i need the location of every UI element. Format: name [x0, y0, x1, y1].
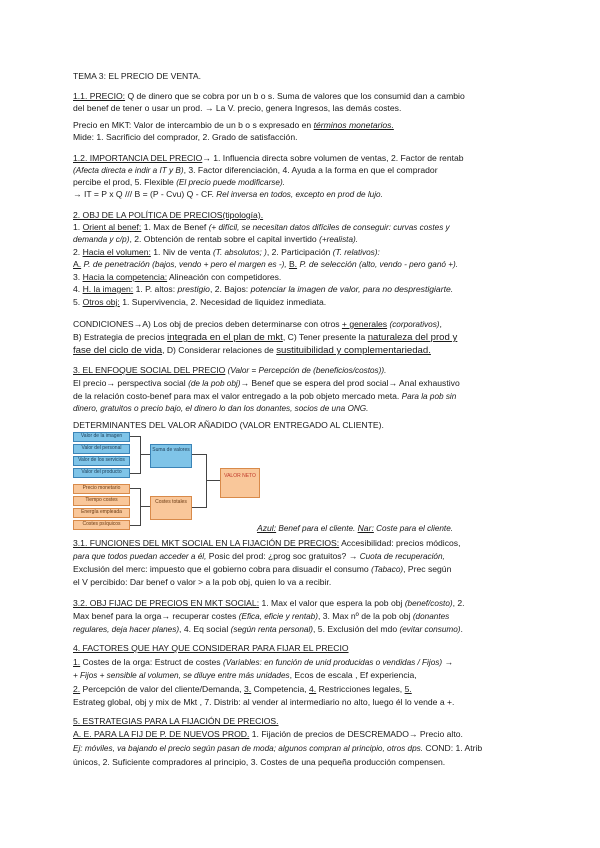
s4-line4: Estrateg global, obj y mix de Mkt , 7. Distrib: al vender al intermediario no alto, luego él lo vende a +. — [73, 697, 455, 707]
s4-line3: 2. Percepción de valor del cliente/Demanda, 3. Competencia, 4. Restricciones legales, 5. — [73, 684, 412, 694]
s32-line1: 3.2. OBJ FIJAC DE PRECIOS EN MKT SOCIAL: 1. Max el valor que espera la pob obj (benef/costo), 2. — [73, 598, 465, 608]
value-added-diagram — [73, 432, 293, 532]
s3-line3: dinero, gratuitos o precio bajo, el dinero lo dan los donantes, socios de una ONG. — [73, 404, 369, 413]
s2-line6: 4. H. la imagen: 1. P. altos: prestigio, 2. Bajos: potenciar la imagen de valor, para no desprestigiarte. — [73, 284, 454, 294]
s5-line2: Ej: móviles, va bajando el precio según pasan de moda; algunos compran al principio, otros dps. COND: 1. Atrib — [73, 743, 483, 753]
s3-heading: 3. EL ENFOQUE SOCIAL DEL PRECIO (Valor = Percepción de (beneficios/costos)). — [73, 365, 387, 375]
s3-line2: de la relación costo-benef para max el valor entregado a la pob objeto mercado meta. Para la pob sin — [73, 391, 457, 401]
s11-line2: del benef de tener o usar un prod. → La V. precio, genera Ingresos, las demás costes. — [73, 103, 402, 113]
orange-box-energy: Energía empleada — [73, 508, 130, 518]
s12-line2: (Afecta directa e indir a IT y B), 3. Factor diferenciación, 4. Ayuda a la forma en que el comprador — [73, 165, 438, 175]
s2-line3: 2. Hacia el volumen: 1. Niv de venta (T. absolutos; ), 2. Participación (T. relativos): — [73, 247, 380, 257]
s4-line2: + Fijos + sensible al volumen, se diluye entre más unidades, Ecos de escala , Ef experiencia, — [73, 670, 417, 680]
blue-box-image: Valor de la imagen — [73, 432, 130, 442]
s3-line1: El precio→ perspectiva social (de la pob obj)→ Benef que se espera del prod social→ Anal exhaustivo — [73, 378, 460, 388]
s31-line2: para que todos puedan acceder a él, Posic del prod: ¿prog soc gratuitos? → Cuota de recuperación, — [73, 551, 445, 561]
s4-line1: 1. Costes de la orga: Estruct de costes (Variables: en función de unid producidas o vendidas / Fijos) → — [73, 657, 454, 667]
orange-connector — [140, 506, 150, 507]
orange-bracket — [130, 488, 141, 526]
s2-line4: A. P. de penetración (bajos, vendo + pero el margen es -), B. P. de selección (alto, vendo - pero ganó +). — [73, 259, 459, 269]
s11-line3: Precio en MKT: Valor de intercambio de un b o s expresado en términos monetarios. — [73, 120, 394, 130]
result-box: VALOR NETO — [220, 468, 260, 498]
blue-connector — [140, 454, 150, 455]
doc-title: TEMA 3: EL PRECIO DE VENTA. — [73, 71, 201, 81]
blue-box-services: Valor de los servicios — [73, 456, 130, 466]
blue-sum-box: Suma de valores — [150, 444, 192, 468]
result-connector — [206, 480, 220, 481]
s2-line5: 3. Hacia la competencia: Alineación con competidores. — [73, 272, 282, 282]
result-bracket — [192, 454, 207, 508]
diagram-legend: Azul: Benef para el cliente. Nar: Coste para el cliente. — [257, 523, 454, 533]
orange-box-money: Precio monetario — [73, 484, 130, 494]
orange-box-time: Tiempo costes — [73, 496, 130, 506]
s31-line4: el V percibido: Dar benef o valor > a la pob obj, quien lo va a recibir. — [73, 577, 332, 587]
s11-line1: 1.1. PRECIO: Q de dinero que se cobra por un b o s. Suma de valores que los consumid dan a cambio — [73, 91, 465, 101]
s4-heading: 4. FACTORES QUE HAY QUE CONSIDERAR PARA FIJAR EL PRECIO — [73, 643, 349, 653]
s32-line2: Max benef para la orga→ recuperar costes (Efica, eficie y rentab), 3. Max nº de la pob obj (donantes — [73, 611, 450, 621]
s11-line4: Mide: 1. Sacrificio del comprador, 2. Grado de satisfacción. — [73, 132, 298, 142]
s12-line3: percibe el prod, 5. Flexible (El precio puede modificarse). — [73, 177, 285, 187]
s3-line4: DETERMINANTES DEL VALOR AÑADIDO (VALOR ENTREGADO AL CLIENTE). — [73, 420, 384, 430]
conditions-line3: fase del ciclo de vida, D) Considerar relaciones de sustituibilidad y complementariedad. — [73, 345, 431, 356]
blue-box-product: Valor del producto — [73, 468, 130, 478]
s2-line2: demanda y c/p), 2. Obtención de rentab sobre el capital invertido (+realista). — [73, 234, 358, 244]
s12-line1: 1.2. IMPORTANCIA DEL PRECIO→ 1. Influencia directa sobre volumen de ventas, 2. Factor de rentab — [73, 153, 464, 163]
orange-sum-box: Costes totales — [150, 496, 192, 520]
s31-line1: 3.1. FUNCIONES DEL MKT SOCIAL EN LA FIJACIÓN DE PRECIOS: Accesibilidad: precios módicos, — [73, 538, 461, 548]
s12-line4: → IT = P x Q /// B = (P - Cvu) Q - CF. Rel inversa en todos, excepto en prod de lujo. — [73, 189, 383, 199]
blue-box-staff: Valor del personal — [73, 444, 130, 454]
s32-line3: regulares, deja hacer planes), 4. Eq social (según renta personal), 5. Exclusión del mdo (evitar consumo). — [73, 624, 463, 634]
s2-line1: 1. Orient al benef: 1. Max de Benef (+ difícil, se necesitan datos difíciles de conseguir: curvas costes y — [73, 222, 450, 232]
orange-box-psychic: Costes psíquicos — [73, 520, 130, 530]
s5-line3: únicos, 2. Suficiente compradores al principio, 3. Costes de una pequeña producción compensen. — [73, 757, 446, 767]
conditions-line2: B) Estrategia de precios integrada en el plan de mkt, C) Tener presente la naturaleza del prod y — [73, 332, 458, 343]
s5-heading: 5. ESTRATEGIAS PARA LA FIJACIÓN DE PRECIOS. — [73, 716, 279, 726]
s5-line1: A. E. PARA LA FIJ DE P. DE NUEVOS PROD. 1. Fijación de precios de DESCREMADO→ Precio alto. — [73, 729, 463, 739]
s2-heading: 2. OBJ DE LA POLÍTICA DE PRECIOS(tipología). — [73, 210, 264, 220]
conditions-line1: CONDICIONES→A) Los obj de precios deben determinarse con otros + generales (corporativos), — [73, 319, 442, 329]
blue-bracket — [130, 436, 141, 474]
s2-line7: 5. Otros obj: 1. Supervivencia, 2. Necesidad de liquidez inmediata. — [73, 297, 327, 307]
s31-line3: Exclusión del merc: impuesto que el gobierno cobra para disuadir el consumo (Tabaco), Prec según — [73, 564, 452, 574]
